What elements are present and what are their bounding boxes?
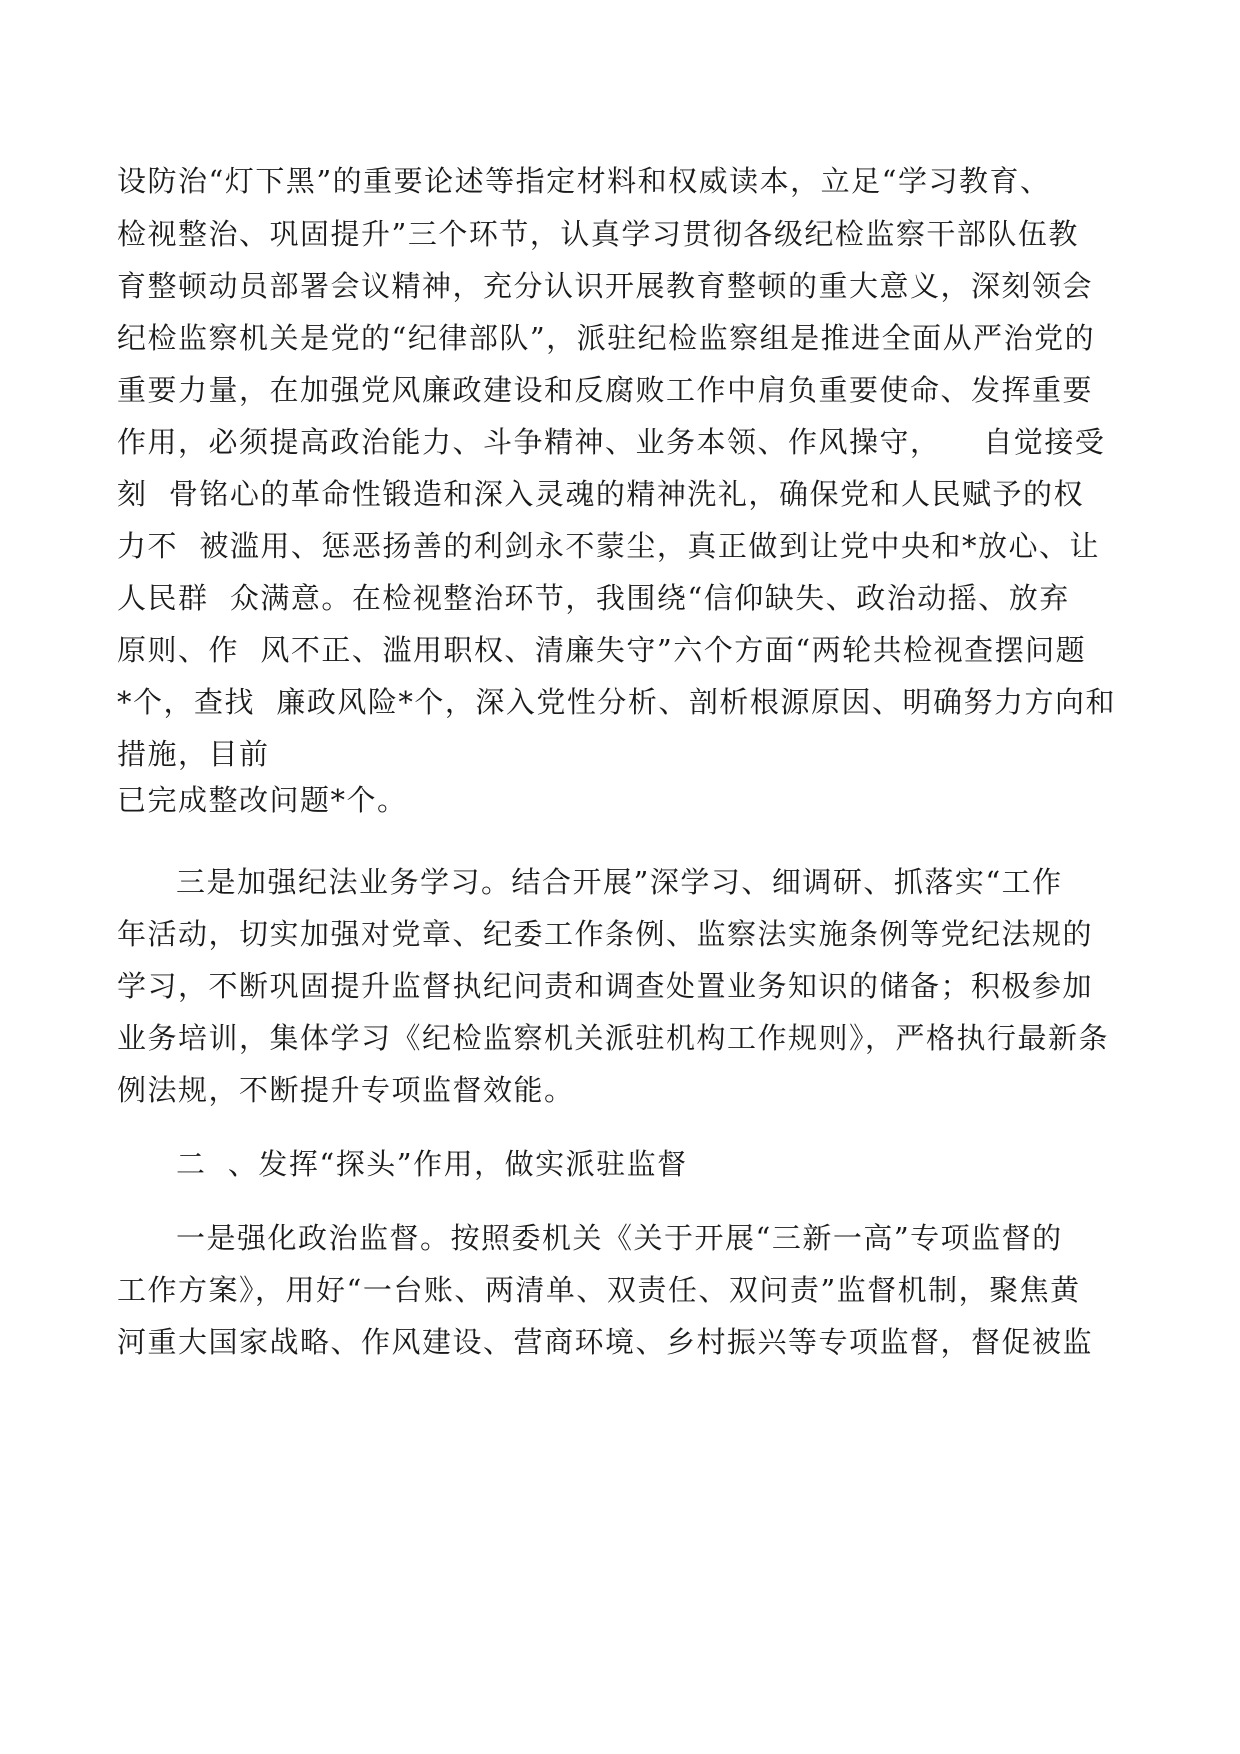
text-line: 重要力量，在加强党风廉政建设和反腐败工作中肩负重要使命、发挥重要	[117, 373, 1094, 407]
text-line: 设防治“灯下黑”的重要论述等指定材料和权威读本，立足“学习教育、	[117, 164, 1051, 198]
text-line: 育整顿动员部署会议精神，充分认识开展教育整顿的重大意义，深刻领会	[117, 269, 1094, 303]
text-line: 已完成整改问题*个。	[117, 783, 408, 817]
text-line: 例法规，不断提升专项监督效能。	[117, 1073, 575, 1107]
paragraph-first-line: 三是加强纪法业务学习。结合开展”深学习、细调研、抓落实“工作	[176, 865, 1063, 899]
text-line: *个，查找 廉政风险*个，深入党性分析、剖析根源原因、明确努力方向和	[117, 685, 1116, 719]
text-line: 河重大国家战略、作风建设、营商环境、乡村振兴等专项监督，督促被监	[117, 1325, 1094, 1359]
text-line: 年活动，切实加强对党章、纪委工作条例、监察法实施条例等党纪法规的	[117, 917, 1094, 951]
text-line: 力不 被滥用、惩恶扬善的利剑永不蒙尘，真正做到让党中央和*放心、让	[117, 529, 1100, 563]
text-line: 措施，目前	[117, 737, 270, 771]
text-line: 作用，必须提高政治能力、斗争精神、业务本领、作风操守， 自觉接受	[117, 425, 1106, 459]
text-line: 检视整治、巩固提升”三个环节，认真学习贯彻各级纪检监察干部队伍教	[117, 217, 1079, 251]
text-line: 业务培训，集体学习《纪检监察机关派驻机构工作规则》，严格执行最新条	[117, 1021, 1110, 1055]
text-line: 学习，不断巩固提升监督执纪问责和调查处置业务知识的储备；积极参加	[117, 969, 1094, 1003]
paragraph-first-line: 一是强化政治监督。按照委机关《关于开展“三新一高”专项监督的	[176, 1221, 1063, 1255]
text-line: 纪检监察机关是党的“纪律部队”，派驻纪检监察组是推进全面从严治党的	[117, 321, 1096, 355]
text-line: 原则、作 风不正、滥用职权、清廉失守”六个方面“两轮共检视查摆问题	[117, 633, 1087, 667]
text-line: 刻 骨铭心的革命性锻造和深入灵魂的精神洗礼，确保党和人民赋予的权	[117, 477, 1084, 511]
section-heading: 二 、发挥“探头”作用，做实派驻监督	[176, 1147, 688, 1181]
text-line: 人民群 众满意。在检视整治环节，我围绕“信仰缺失、政治动摇、放弃	[117, 581, 1070, 615]
text-line: 工作方案》，用好“一台账、两清单、双责任、双问责”监督机制，聚焦黄	[117, 1273, 1081, 1307]
